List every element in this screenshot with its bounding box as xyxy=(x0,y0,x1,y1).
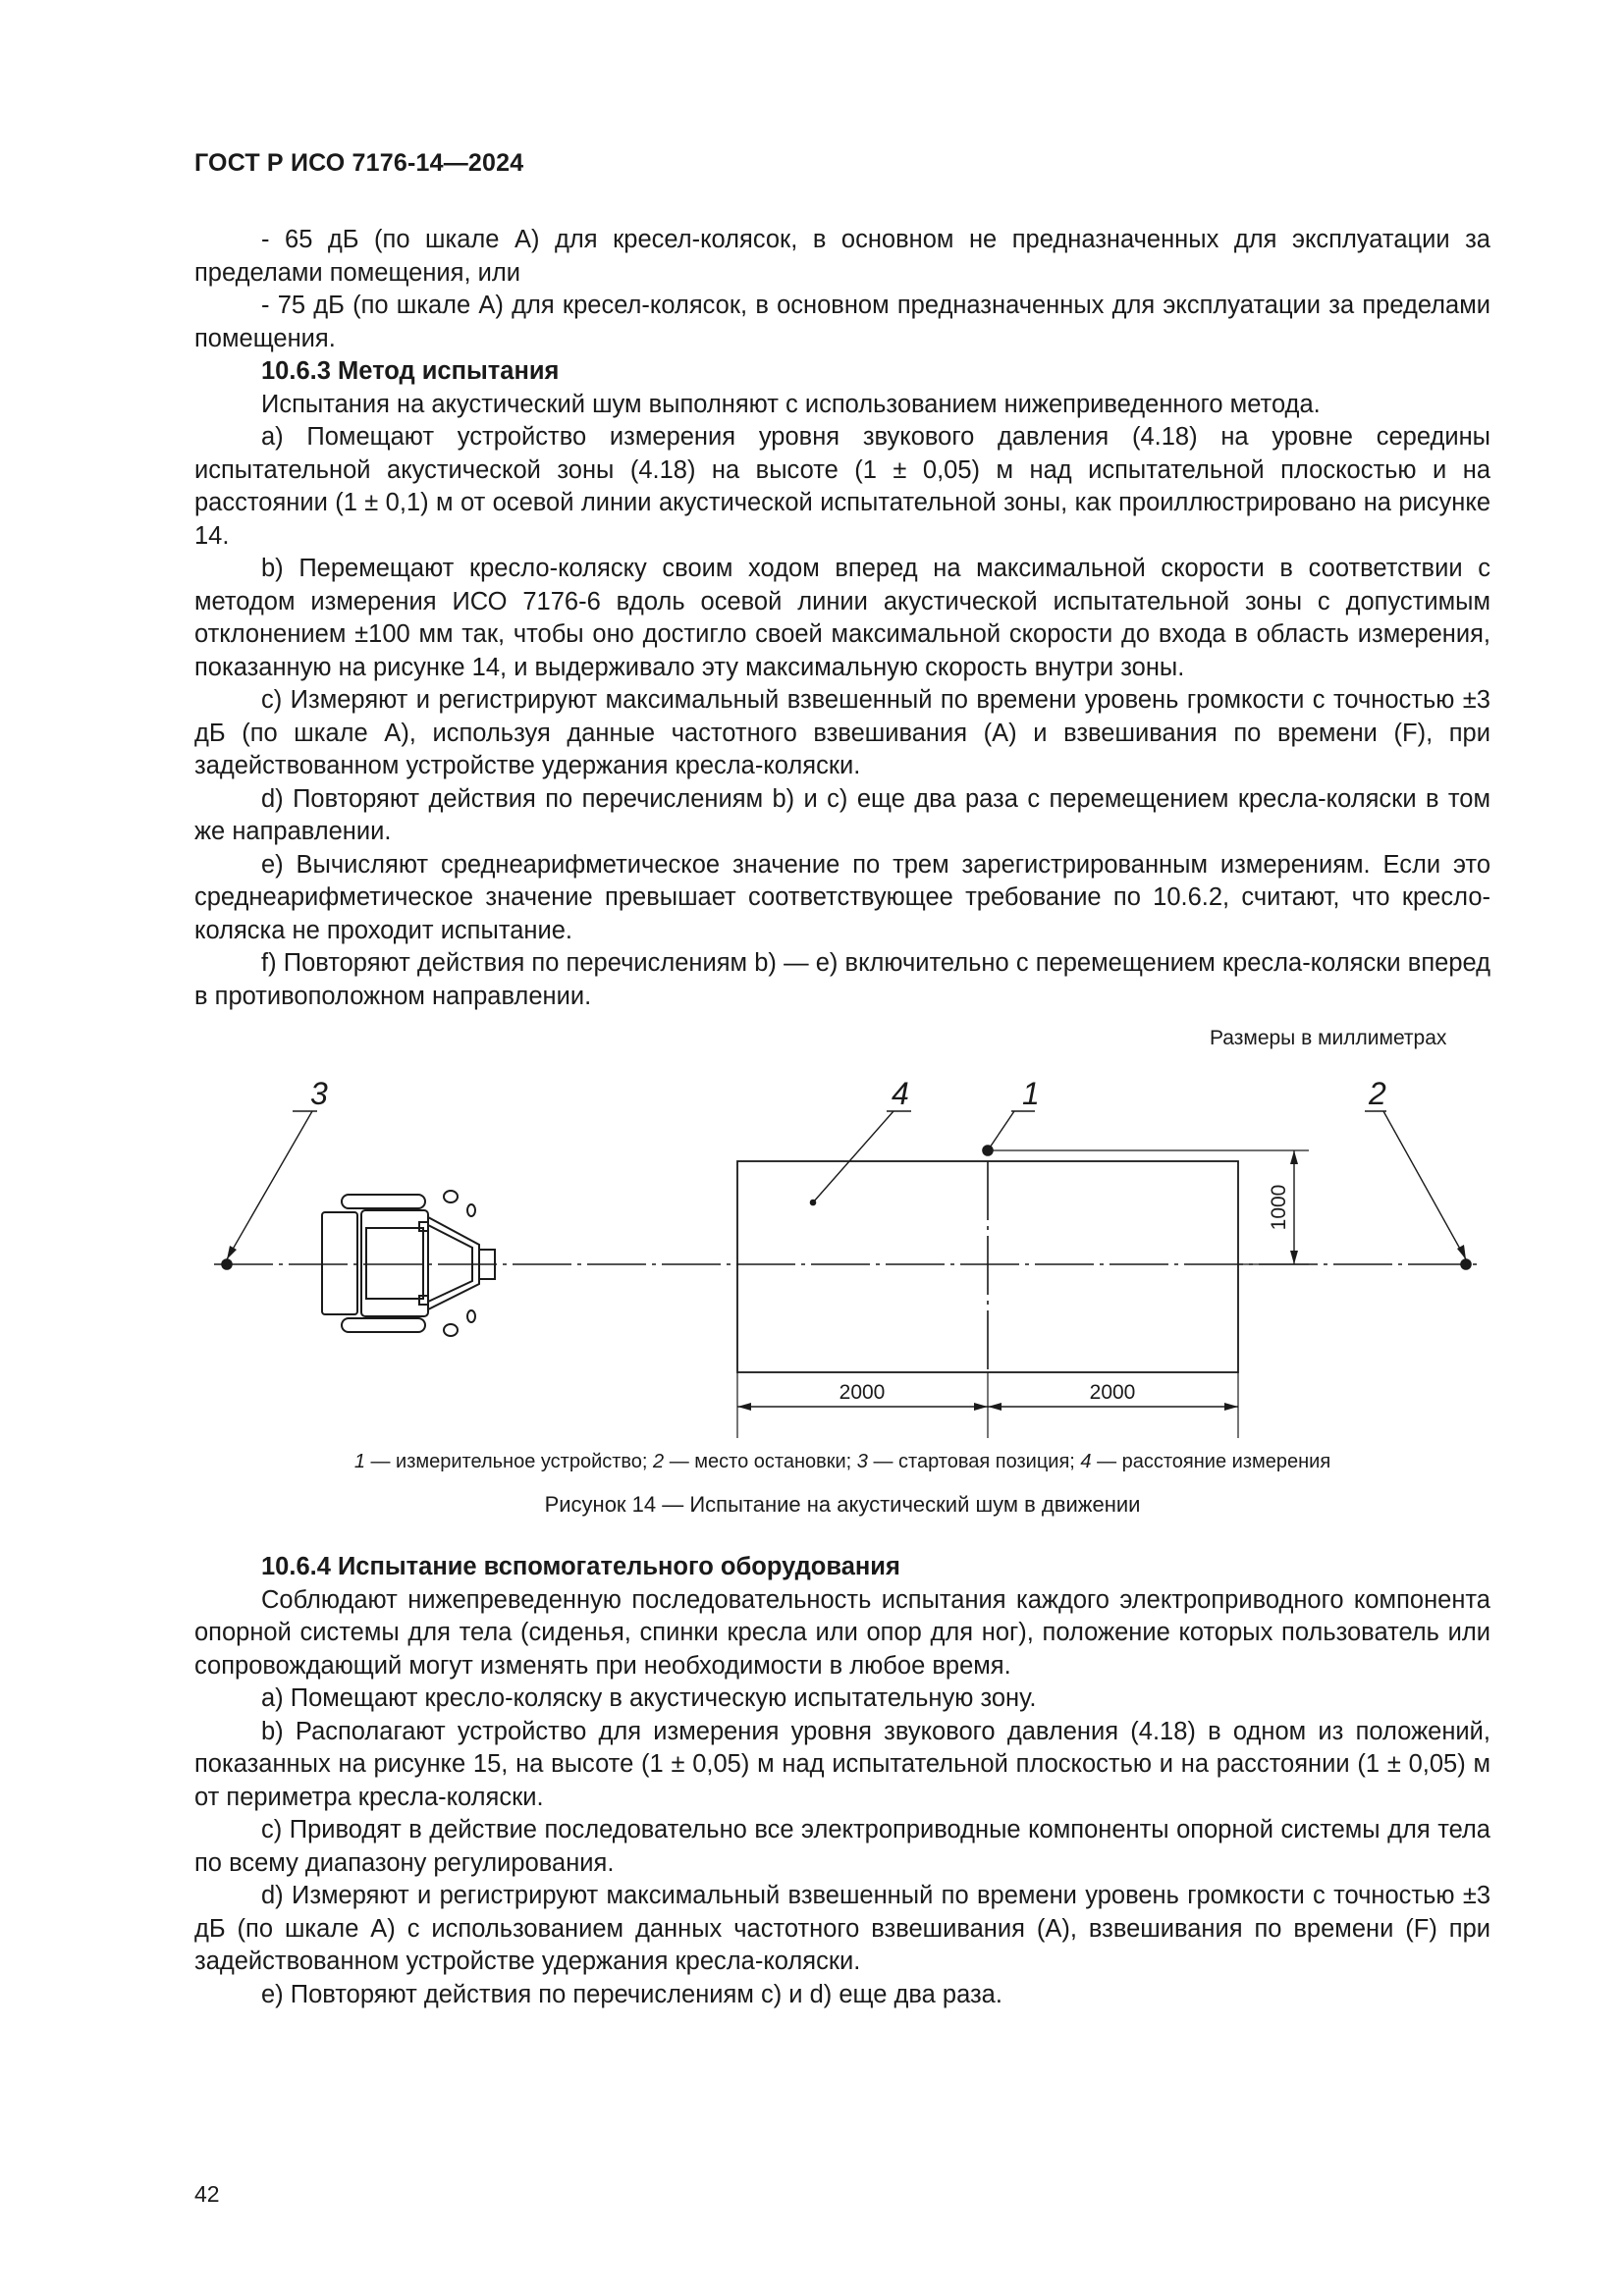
label-3: 3 xyxy=(310,1076,328,1111)
list-item-d: d) Повторяют действия по перечислениям b) и c) еще два раза с перемещением кресла-коляски в том же направлении. xyxy=(194,784,1490,845)
leader-line-4 xyxy=(813,1111,893,1202)
paragraph: Испытания на акустический шум выполняют с использованием нижеприведенного метода. xyxy=(261,390,1321,418)
legend-text-1: — измерительное устройство; xyxy=(364,1451,654,1472)
dimension-label-2000-right: 2000 xyxy=(1089,1381,1136,1404)
figure-14 xyxy=(194,1065,1490,1438)
page-number: 42 xyxy=(194,2181,220,2207)
label-4: 4 xyxy=(892,1076,909,1111)
section-text-top xyxy=(194,224,1490,1013)
figure-caption: Рисунок 14 — Испытание на акустический шум в движении xyxy=(544,1492,1141,1517)
label-1: 1 xyxy=(1022,1076,1040,1111)
section-heading-10-6-3: 10.6.3 Метод испытания xyxy=(261,357,560,385)
legend-number-2: 2 xyxy=(653,1451,665,1472)
dimension-label-1000: 1000 xyxy=(1268,1184,1290,1231)
legend-number-3: 3 xyxy=(856,1451,868,1472)
dimension-label-2000-left: 2000 xyxy=(839,1381,886,1404)
figure-diagram xyxy=(194,1065,1490,1438)
list-item-b: b) Располагают устройство для измерения уровня звукового давления (4.18) в одном из положений, показанных на рисунке 15, на высоте (1 ± 0,05) м над испытательной плоскостью и на расстоянии (1 ± 0,05) м от периметра кресла-коляски. xyxy=(194,1717,1490,1811)
legend-number-4: 4 xyxy=(1080,1451,1092,1472)
section-heading-10-6-4: 10.6.4 Испытание вспомогательного оборудования xyxy=(261,1553,900,1580)
legend-text-3: — стартовая позиция; xyxy=(867,1451,1081,1472)
list-item-a: а) Помещают устройство измерения уровня звукового давления (4.18) на уровне середины испытательной акустической зоны (4.18) на высоте (1 ± 0,05) м над испытательной плоскостью и на расстоянии (1 ± 0,1) м от осевой линии акустической испытательной зоны, как проиллюстрировано на рисунке 14. xyxy=(194,423,1490,550)
leader-line-1 xyxy=(988,1111,1014,1150)
figure-legend xyxy=(194,1451,1490,1473)
section-text-bottom xyxy=(194,1551,1490,2011)
paragraph: - 65 дБ (по шкале А) для кресел-колясок, в основном не предназначенных для эксплуатации за пределами помещения, или xyxy=(194,226,1490,287)
dimensions-note: Размеры в миллиметрах xyxy=(1210,1027,1447,1049)
list-item-b: b) Перемещают кресло-коляску своим ходом вперед на максимальной скорости в соответствии с методом измерения ИСО 7176-6 вдоль осевой линии акустической испытательной зоны с допустимым отклонением ±100 мм так, чтобы оно достигло своей максимальной скорости до входа в область измерения, показанную на рисунке 14, и выдерживало эту максимальную скорость внутри зоны. xyxy=(194,555,1490,681)
legend-number-1: 1 xyxy=(353,1451,365,1472)
label-2: 2 xyxy=(1369,1076,1386,1111)
list-item-c: c) Приводят в действие последовательно все электроприводные компоненты опорной системы для тела по всему диапазону регулирования. xyxy=(194,1816,1490,1877)
legend-text-2: — место остановки; xyxy=(664,1451,857,1472)
start-point xyxy=(222,1259,232,1269)
paragraph: Соблюдают нижепреведенную последовательность испытания каждого электроприводного компонента опорной системы для тела (сиденья, спинки кресла или опор для ног), положение которых пользователь или сопровождающий могут изменять при необходимости в любое время. xyxy=(194,1585,1490,1680)
paragraph: - 75 дБ (по шкале А) для кресел-колясок, в основном предназначенных для эксплуатации за пределами помещения. xyxy=(194,292,1490,352)
list-item-c: c) Измеряют и регистрируют максимальный взвешенный по времени уровень громкости с точностью ±3 дБ (по шкале А), используя данные частотного взвешивания (А) и взвешивания по времени (F), при задействованном устройстве удержания кресла-коляски. xyxy=(194,686,1490,779)
list-item-e: e) Повторяют действия по перечислениям c) и d) еще два раза. xyxy=(261,1980,1002,2008)
list-item-f: f) Повторяют действия по перечислениям b) — e) включительно с перемещением кресла-коляски вперед в противоположном направлении. xyxy=(194,949,1490,1010)
wheelchair-icon xyxy=(322,1191,495,1336)
list-item-d: d) Измеряют и регистрируют максимальный взвешенный по времени уровень громкости с точностью ±3 дБ (по шкале А) с использованием данных частотного взвешивания (А), взвешивания по времени (F) при задействованном устройстве удержания кресла-коляски. xyxy=(194,1882,1490,1975)
document-header: ГОСТ Р ИСО 7176-14—2024 xyxy=(194,149,524,177)
stop-point xyxy=(1461,1259,1471,1269)
legend-text-4: — расстояние измерения xyxy=(1091,1451,1331,1472)
leader-line-3 xyxy=(227,1111,312,1259)
list-item-a: а) Помещают кресло-коляску в акустическую испытательную зону. xyxy=(261,1684,1037,1712)
leader-line-2 xyxy=(1383,1111,1466,1259)
list-item-e: e) Вычисляют среднеарифметическое значение по трем зарегистрированным измерениям. Если это среднеарифметическое значение превышает соответствующее требование по 10.6.2, считают, что кресло-коляска не проходит испытание. xyxy=(194,850,1490,944)
